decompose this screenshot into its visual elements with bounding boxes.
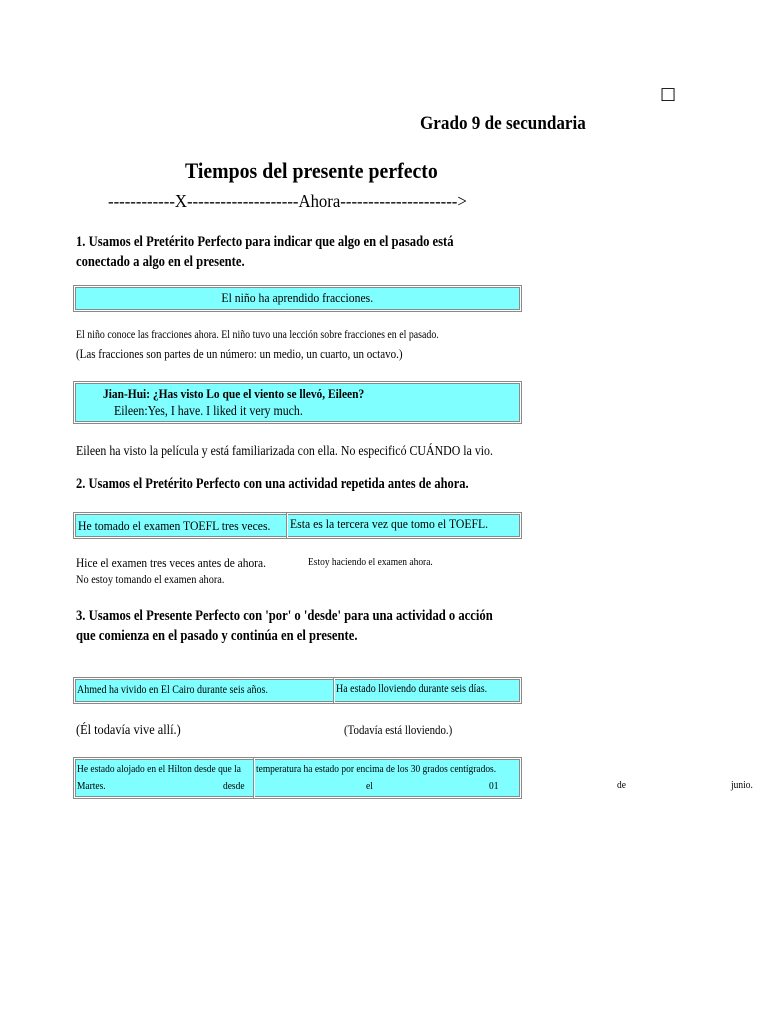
hilton-tail-de: de — [617, 779, 626, 791]
note-toefl-right: Estoy haciendo el examen ahora. — [308, 556, 433, 568]
missing-glyph-icon: □ — [660, 84, 677, 104]
cairo-table — [73, 677, 522, 704]
hilton-table — [73, 757, 522, 799]
note-movie: Eileen ha visto la película y está familiarizada con ella. No especificó CUÁNDO la vio. — [76, 443, 493, 458]
note-toefl-left-2: No estoy tomando el examen ahora. — [76, 572, 225, 586]
page-title: Tiempos del presente perfecto — [185, 158, 438, 183]
dialog-line-answer: Eileen:Yes, I have. I liked it very much. — [114, 403, 303, 418]
note-cairo: (Él todavía vive allí.) — [76, 723, 181, 738]
hilton-cell-left: He estado alojado en el Hilton desde que la Martes. desde — [77, 763, 245, 792]
dialog-line-question: Jian-Hui: ¿Has visto Lo que el viento se llevó, Eileen? — [103, 386, 365, 401]
note-fractions-1: El niño conoce las fracciones ahora. El niño tuvo una lección sobre fracciones en el pasado. — [76, 329, 439, 341]
toefl-cell-right: Esta es la tercera vez que tomo el TOEFL. — [286, 513, 521, 538]
section2-heading: 2. Usamos el Pretérito Perfecto con una actividad repetida antes de ahora. — [76, 476, 469, 492]
note-toefl-left-1: Hice el examen tres veces antes de ahora. — [76, 555, 266, 570]
rain-cell-right: Ha estado lloviendo durante seis días. — [333, 678, 521, 703]
example-box-fractions — [73, 285, 522, 312]
section1-heading: 1. Usamos el Pretérito Perfecto para indicar que algo en el pasado está conectado a algo en el presente. — [76, 234, 454, 270]
toefl-table — [73, 512, 522, 539]
note-fractions-2: (Las fracciones son partes de un número: un medio, un cuarto, un octavo.) — [76, 347, 403, 361]
timeline: ------------X--------------------Ahora---------------------> — [108, 191, 467, 211]
grade-label: Grado 9 de secundaria — [420, 113, 586, 134]
hilton-tail-junio: junio. — [731, 779, 753, 791]
note-rain: (Todavía está lloviendo.) — [344, 723, 453, 737]
dialog-box — [73, 381, 522, 424]
example-fractions: El niño ha aprendido fracciones. — [221, 290, 374, 305]
hilton-cell-right: temperatura ha estado por encima de los 30 grados centígrados. el 01 — [253, 758, 521, 798]
toefl-cell-left: He tomado el examen TOEFL tres veces. — [78, 518, 271, 533]
cairo-cell-left: Ahmed ha vivido en El Cairo durante seis años. — [77, 684, 268, 696]
section3-heading: 3. Usamos el Presente Perfecto con 'por' o 'desde' para una actividad o acción que comienza en el pasado y continúa en el presente. — [76, 608, 493, 644]
